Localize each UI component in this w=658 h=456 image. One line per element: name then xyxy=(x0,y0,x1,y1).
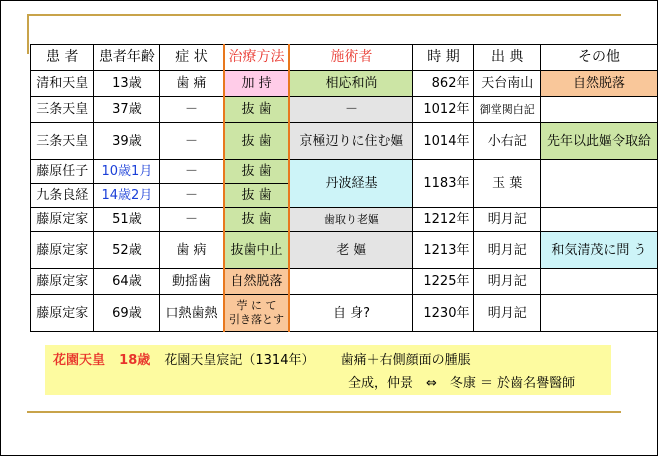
header-symptom: 症 状 xyxy=(160,45,224,71)
cell-method: 抜 歯 xyxy=(224,184,290,208)
cell-method-line1: 苧 に て xyxy=(236,299,277,312)
cell-age: 37歳 xyxy=(94,97,160,123)
header-patient: 患 者 xyxy=(31,45,94,71)
table-header-row xyxy=(31,45,658,71)
cell-age: 10歳1月 xyxy=(94,160,160,184)
cell-period: 1213年 xyxy=(413,232,474,269)
cell-source: 明月記 xyxy=(474,269,540,295)
cell-patient: 九条良経 xyxy=(31,184,94,208)
note-box xyxy=(45,345,611,395)
cell-other xyxy=(540,269,657,295)
cell-method: 抜 歯 xyxy=(224,123,290,160)
cell-age: 52歳 xyxy=(94,232,160,269)
cell-practitioner: － xyxy=(289,97,413,123)
cell-practitioner: 丹波経基 xyxy=(289,160,413,208)
note-line-2: 全成，仲景 ⇔ 冬康 ＝ 於齒名譽醫師 xyxy=(348,376,576,391)
cell-age: 64歳 xyxy=(94,269,160,295)
cell-method: 抜 歯 xyxy=(224,97,290,123)
cell-symptom: － xyxy=(160,123,224,160)
header-period: 時 期 xyxy=(413,45,474,71)
header-age: 患者年齢 xyxy=(94,45,160,71)
header-source: 出 典 xyxy=(474,45,540,71)
cell-age: 69歳 xyxy=(94,295,160,332)
header-method: 治療方法 xyxy=(224,45,290,71)
cell-patient: 藤原任子 xyxy=(31,160,94,184)
table-row xyxy=(31,295,658,332)
cell-method: 加 持 xyxy=(224,71,290,97)
cell-symptom: － xyxy=(160,160,224,184)
cell-patient: 三条天皇 xyxy=(31,123,94,160)
cell-symptom: － xyxy=(160,208,224,232)
cell-practitioner: 自 身? xyxy=(289,295,413,332)
cell-age: 51歳 xyxy=(94,208,160,232)
cell-other xyxy=(540,97,657,123)
cell-period: 1212年 xyxy=(413,208,474,232)
cell-method-line2: 引き落とす xyxy=(229,313,285,326)
cell-other: 和気清茂に問 う xyxy=(540,232,657,269)
cell-method xyxy=(224,295,290,332)
cell-method: 抜歯中止 xyxy=(224,232,290,269)
cell-source: 天台南山 xyxy=(474,71,540,97)
cell-period: 1012年 xyxy=(413,97,474,123)
cell-source: 玉 葉 xyxy=(474,160,540,208)
note-source: 花園天皇宸記（1314年） xyxy=(164,353,315,368)
cell-age: 14歳2月 xyxy=(94,184,160,208)
cell-symptom: 動揺歯 xyxy=(160,269,224,295)
cell-practitioner: 歯取り老嫗 xyxy=(289,208,413,232)
cell-symptom: 歯 痛 xyxy=(160,71,224,97)
cell-symptom: － xyxy=(160,97,224,123)
cell-other xyxy=(540,208,657,232)
cell-source: 明月記 xyxy=(474,232,540,269)
note-age: 18歳 xyxy=(119,353,151,368)
cell-patient: 藤原定家 xyxy=(31,232,94,269)
cell-method: 自然脱落 xyxy=(224,269,290,295)
table-row xyxy=(31,232,658,269)
cell-source: 御堂関白記 xyxy=(474,97,540,123)
cell-practitioner xyxy=(289,269,413,295)
cell-period: 1014年 xyxy=(413,123,474,160)
cell-method: 抜 歯 xyxy=(224,160,290,184)
cell-other: 先年以此嫗令取給 xyxy=(540,123,657,160)
note-name: 花園天皇 xyxy=(53,353,106,368)
cell-practitioner: 相応和尚 xyxy=(289,71,413,97)
cell-source: 小右記 xyxy=(474,123,540,160)
table-row xyxy=(31,269,658,295)
table-row xyxy=(31,71,658,97)
cell-other xyxy=(540,160,657,208)
cell-age: 13歳 xyxy=(94,71,160,97)
table-row xyxy=(31,97,658,123)
cell-symptom: 口熱歯熱 xyxy=(160,295,224,332)
note-symptom: 歯痛＋右側顔面の腫脹 xyxy=(340,353,471,368)
cell-other: 自然脱落 xyxy=(540,71,657,97)
cell-period: 1183年 xyxy=(413,160,474,208)
cell-practitioner: 老 嫗 xyxy=(289,232,413,269)
cell-source: 明月記 xyxy=(474,295,540,332)
header-practitioner: 施術者 xyxy=(289,45,413,71)
dental-history-table xyxy=(30,44,658,332)
cell-patient: 藤原定家 xyxy=(31,295,94,332)
note-line-1 xyxy=(53,349,471,368)
left-rule xyxy=(27,14,29,54)
top-rule xyxy=(27,14,621,16)
table-row xyxy=(31,208,658,232)
cell-patient: 三条天皇 xyxy=(31,97,94,123)
cell-symptom: － xyxy=(160,184,224,208)
cell-period: 862年 xyxy=(413,71,474,97)
header-other: その他 xyxy=(540,45,657,71)
cell-source: 明月記 xyxy=(474,208,540,232)
cell-period: 1230年 xyxy=(413,295,474,332)
table-row xyxy=(31,123,658,160)
table-row xyxy=(31,160,658,184)
cell-patient: 藤原定家 xyxy=(31,269,94,295)
cell-other xyxy=(540,295,657,332)
bottom-rule xyxy=(27,411,621,413)
cell-period: 1225年 xyxy=(413,269,474,295)
cell-age: 39歳 xyxy=(94,123,160,160)
cell-patient: 清和天皇 xyxy=(31,71,94,97)
cell-symptom: 歯 病 xyxy=(160,232,224,269)
cell-patient: 藤原定家 xyxy=(31,208,94,232)
cell-method: 抜 歯 xyxy=(224,208,290,232)
cell-practitioner: 京極辺りに住む嫗 xyxy=(289,123,413,160)
